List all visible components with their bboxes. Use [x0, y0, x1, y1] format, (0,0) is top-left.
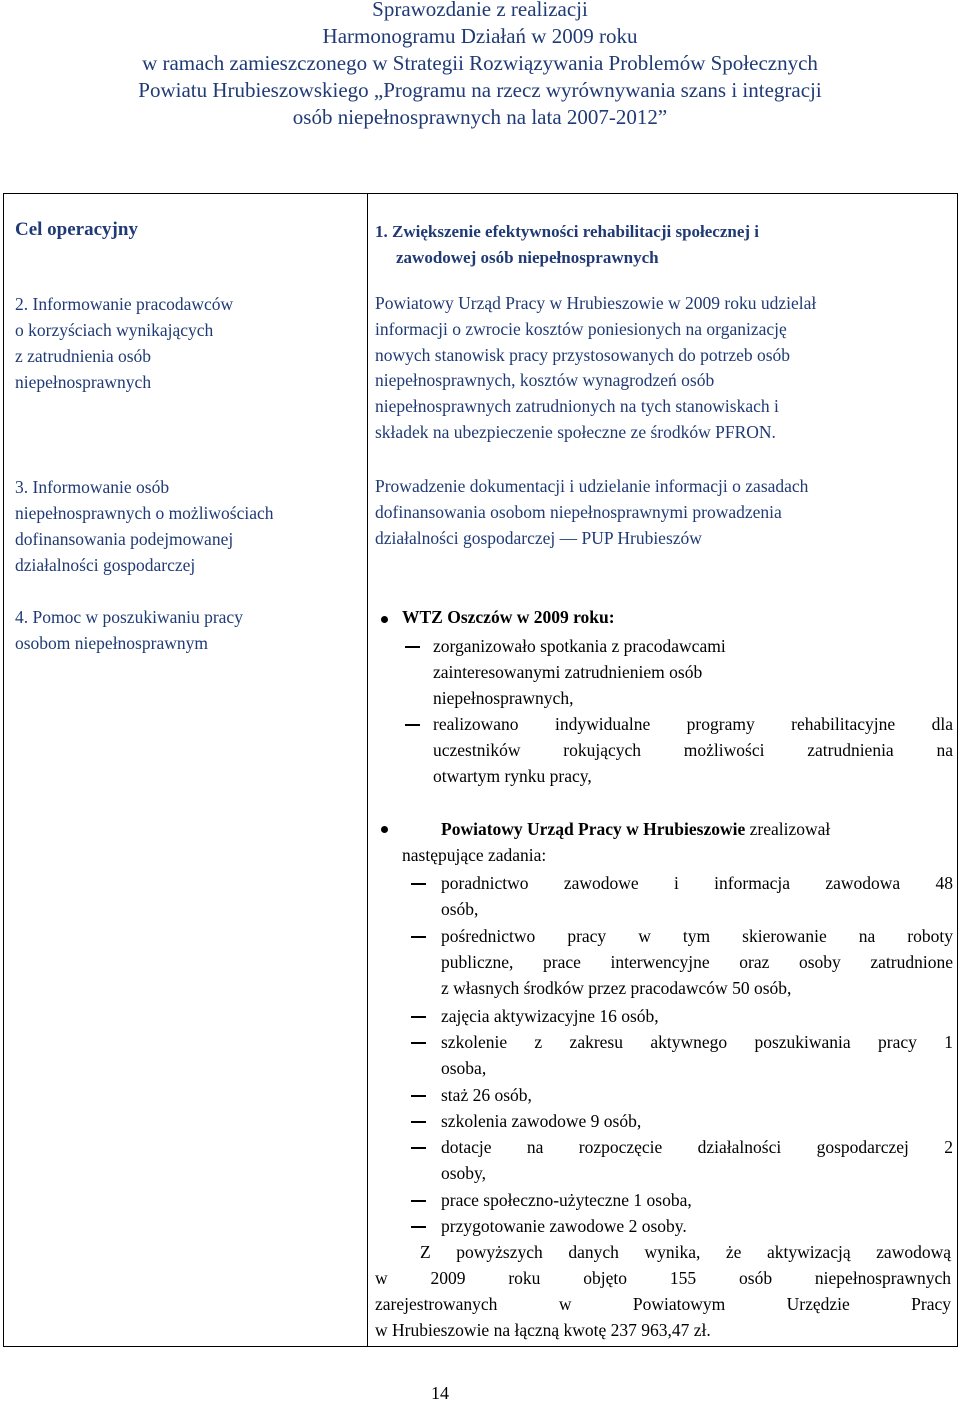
text-line: zarejestrowanych w Powiatowym Urzędzie Pracy	[375, 1294, 951, 1314]
right-header-line-1: 1. Zwiększenie efektywności rehabilitacji społecznej i	[375, 222, 760, 241]
text-line: zorganizowało spotkania z pracodawcami	[433, 636, 726, 656]
dash-icon	[411, 936, 426, 938]
dash-icon	[411, 1095, 426, 1097]
title-line-5: osób niepełnosprawnych na lata 2007-2012”	[292, 105, 668, 129]
text-line: zajęcia aktywizacyjne 16 osób,	[441, 1006, 659, 1026]
text-line: osobom niepełnosprawnym	[15, 633, 208, 653]
text-line: szkolenie z zakresu aktywnego poszukiwania pracy 1	[441, 1032, 953, 1052]
pup-title-line-2: następujące zadania:	[402, 845, 547, 865]
text-line: Z powyższych danych wynika, że aktywizacją zawodową	[420, 1242, 951, 1262]
dash-icon	[411, 883, 426, 885]
summary-paragraph	[375, 1239, 951, 1343]
pup-title	[441, 816, 951, 842]
text-line: niepełnosprawnych, kosztów wynagrodzeń osób	[375, 370, 715, 391]
left-item-3	[15, 474, 360, 578]
wtz-item-2	[433, 711, 953, 789]
document-title	[0, 0, 960, 131]
text-line: pośrednictwo pracy w tym skierowanie na roboty	[441, 926, 953, 946]
dash-icon	[411, 1042, 426, 1044]
text-line: 2. Informowanie pracodawców	[15, 294, 234, 314]
text-line: dofinansowania osobom niepełnosprawnymi prowadzenia	[375, 501, 782, 522]
text-line: przygotowanie zawodowe 2 osoby.	[441, 1216, 687, 1236]
text-line: składek na ubezpieczenie społeczne ze środków PFRON.	[375, 421, 776, 442]
pup-title-rest: zrealizował	[745, 819, 831, 839]
text-line: realizowano indywidualne programy rehabilitacyjne dla	[433, 714, 953, 734]
left-header: Cel operacyjny	[15, 219, 138, 240]
text-line: otwartym rynku pracy,	[433, 766, 592, 786]
bullet-icon	[381, 616, 388, 623]
wtz-item-1	[433, 633, 953, 711]
right-header-line-2: zawodowej osób niepełnosprawnych	[396, 248, 659, 267]
text-line: niepełnosprawnych o możliwościach	[15, 503, 274, 523]
text-line: niepełnosprawnych zatrudnionych na tych stanowiskach i	[375, 396, 779, 417]
title-line-1: Sprawozdanie z realizacji	[372, 0, 588, 21]
pup-item-9	[441, 1213, 953, 1239]
dash-icon	[411, 1016, 426, 1018]
text-line: o korzyściach wynikających	[15, 320, 214, 340]
dash-icon	[411, 1226, 426, 1228]
text-line: dotacje na rozpoczęcie działalności gospodarczej 2	[441, 1137, 953, 1157]
pup-item-2	[441, 923, 953, 1001]
dash-icon	[405, 646, 420, 648]
pup-item-8	[441, 1187, 953, 1213]
text-line: szkolenia zawodowe 9 osób,	[441, 1111, 642, 1131]
text-line: staż 26 osób,	[441, 1085, 532, 1105]
text-line: niepełnosprawnych,	[433, 688, 574, 708]
text-line: osoby,	[441, 1163, 487, 1183]
text-line: zainteresowanymi zatrudnieniem osób	[433, 662, 703, 682]
text-line: z własnych środków przez pracodawców 50 osób,	[441, 978, 792, 998]
dash-icon	[405, 724, 420, 726]
text-line: 4. Pomoc w poszukiwaniu pracy	[15, 607, 243, 627]
text-line: w Hrubieszowie na łączną kwotę 237 963,47 zł.	[375, 1320, 711, 1340]
text-line: dofinansowania podejmowanej	[15, 529, 234, 549]
text-line: poradnictwo zawodowe i informacja zawodowa 48	[441, 873, 953, 893]
text-line: Prowadzenie dokumentacji i udzielanie informacji o zasadach	[375, 476, 809, 496]
dash-icon	[411, 1121, 426, 1123]
title-line-4: Powiatu Hrubieszowskiego „Programu na rzecz wyrównywania szans i integracji	[138, 78, 822, 102]
text-line: osób,	[441, 899, 479, 919]
pup-title-bold: Powiatowy Urząd Pracy w Hrubieszowie	[441, 819, 746, 839]
left-item-4	[15, 604, 360, 656]
pup-item-1	[441, 870, 953, 922]
text-line: 3. Informowanie osób	[15, 477, 170, 497]
text-line: osoba,	[441, 1058, 487, 1078]
text-line: z zatrudnienia osób	[15, 346, 152, 366]
text-line: działalności gospodarczej	[15, 555, 196, 575]
right-item-2	[375, 291, 950, 446]
dash-icon	[411, 1147, 426, 1149]
report-table	[3, 193, 958, 1347]
pup-item-3	[441, 1003, 953, 1029]
left-item-2	[15, 291, 360, 395]
bullet-icon	[381, 826, 388, 833]
text-line: w 2009 roku objęto 155 osób niepełnosprawnych	[375, 1268, 951, 1288]
column-divider	[367, 194, 368, 1346]
page-number: 14	[431, 1383, 449, 1403]
right-header	[375, 219, 945, 271]
pup-item-6	[441, 1108, 953, 1134]
text-line: publiczne, prace interwencyjne oraz osoby zatrudnione	[441, 952, 953, 972]
pup-item-4	[441, 1029, 953, 1081]
text-line: informacji o zwrocie kosztów poniesionych na organizację	[375, 318, 787, 339]
text-line: nowych stanowisk pracy przystosowanych do potrzeb osób	[375, 344, 791, 365]
text-line: Powiatowy Urząd Pracy w Hrubieszowie w 2009 roku udzielał	[375, 293, 817, 313]
text-line: uczestników rokujących możliwości zatrudnienia na	[433, 740, 953, 760]
text-line: działalności gospodarczej — PUP Hrubieszów	[375, 527, 702, 548]
pup-item-5	[441, 1082, 953, 1108]
right-item-3	[375, 474, 950, 551]
title-line-3: w ramach zamieszczonego w Strategii Rozwiązywania Problemów Społecznych	[142, 51, 818, 75]
title-line-2: Harmonogramu Działań w 2009 roku	[322, 24, 638, 48]
dash-icon	[411, 1200, 426, 1202]
wtz-title: WTZ Oszczów w 2009 roku:	[402, 607, 615, 627]
text-line: prace społeczno-użyteczne 1 osoba,	[441, 1190, 692, 1210]
text-line: niepełnosprawnych	[15, 372, 152, 392]
pup-item-7	[441, 1134, 953, 1186]
